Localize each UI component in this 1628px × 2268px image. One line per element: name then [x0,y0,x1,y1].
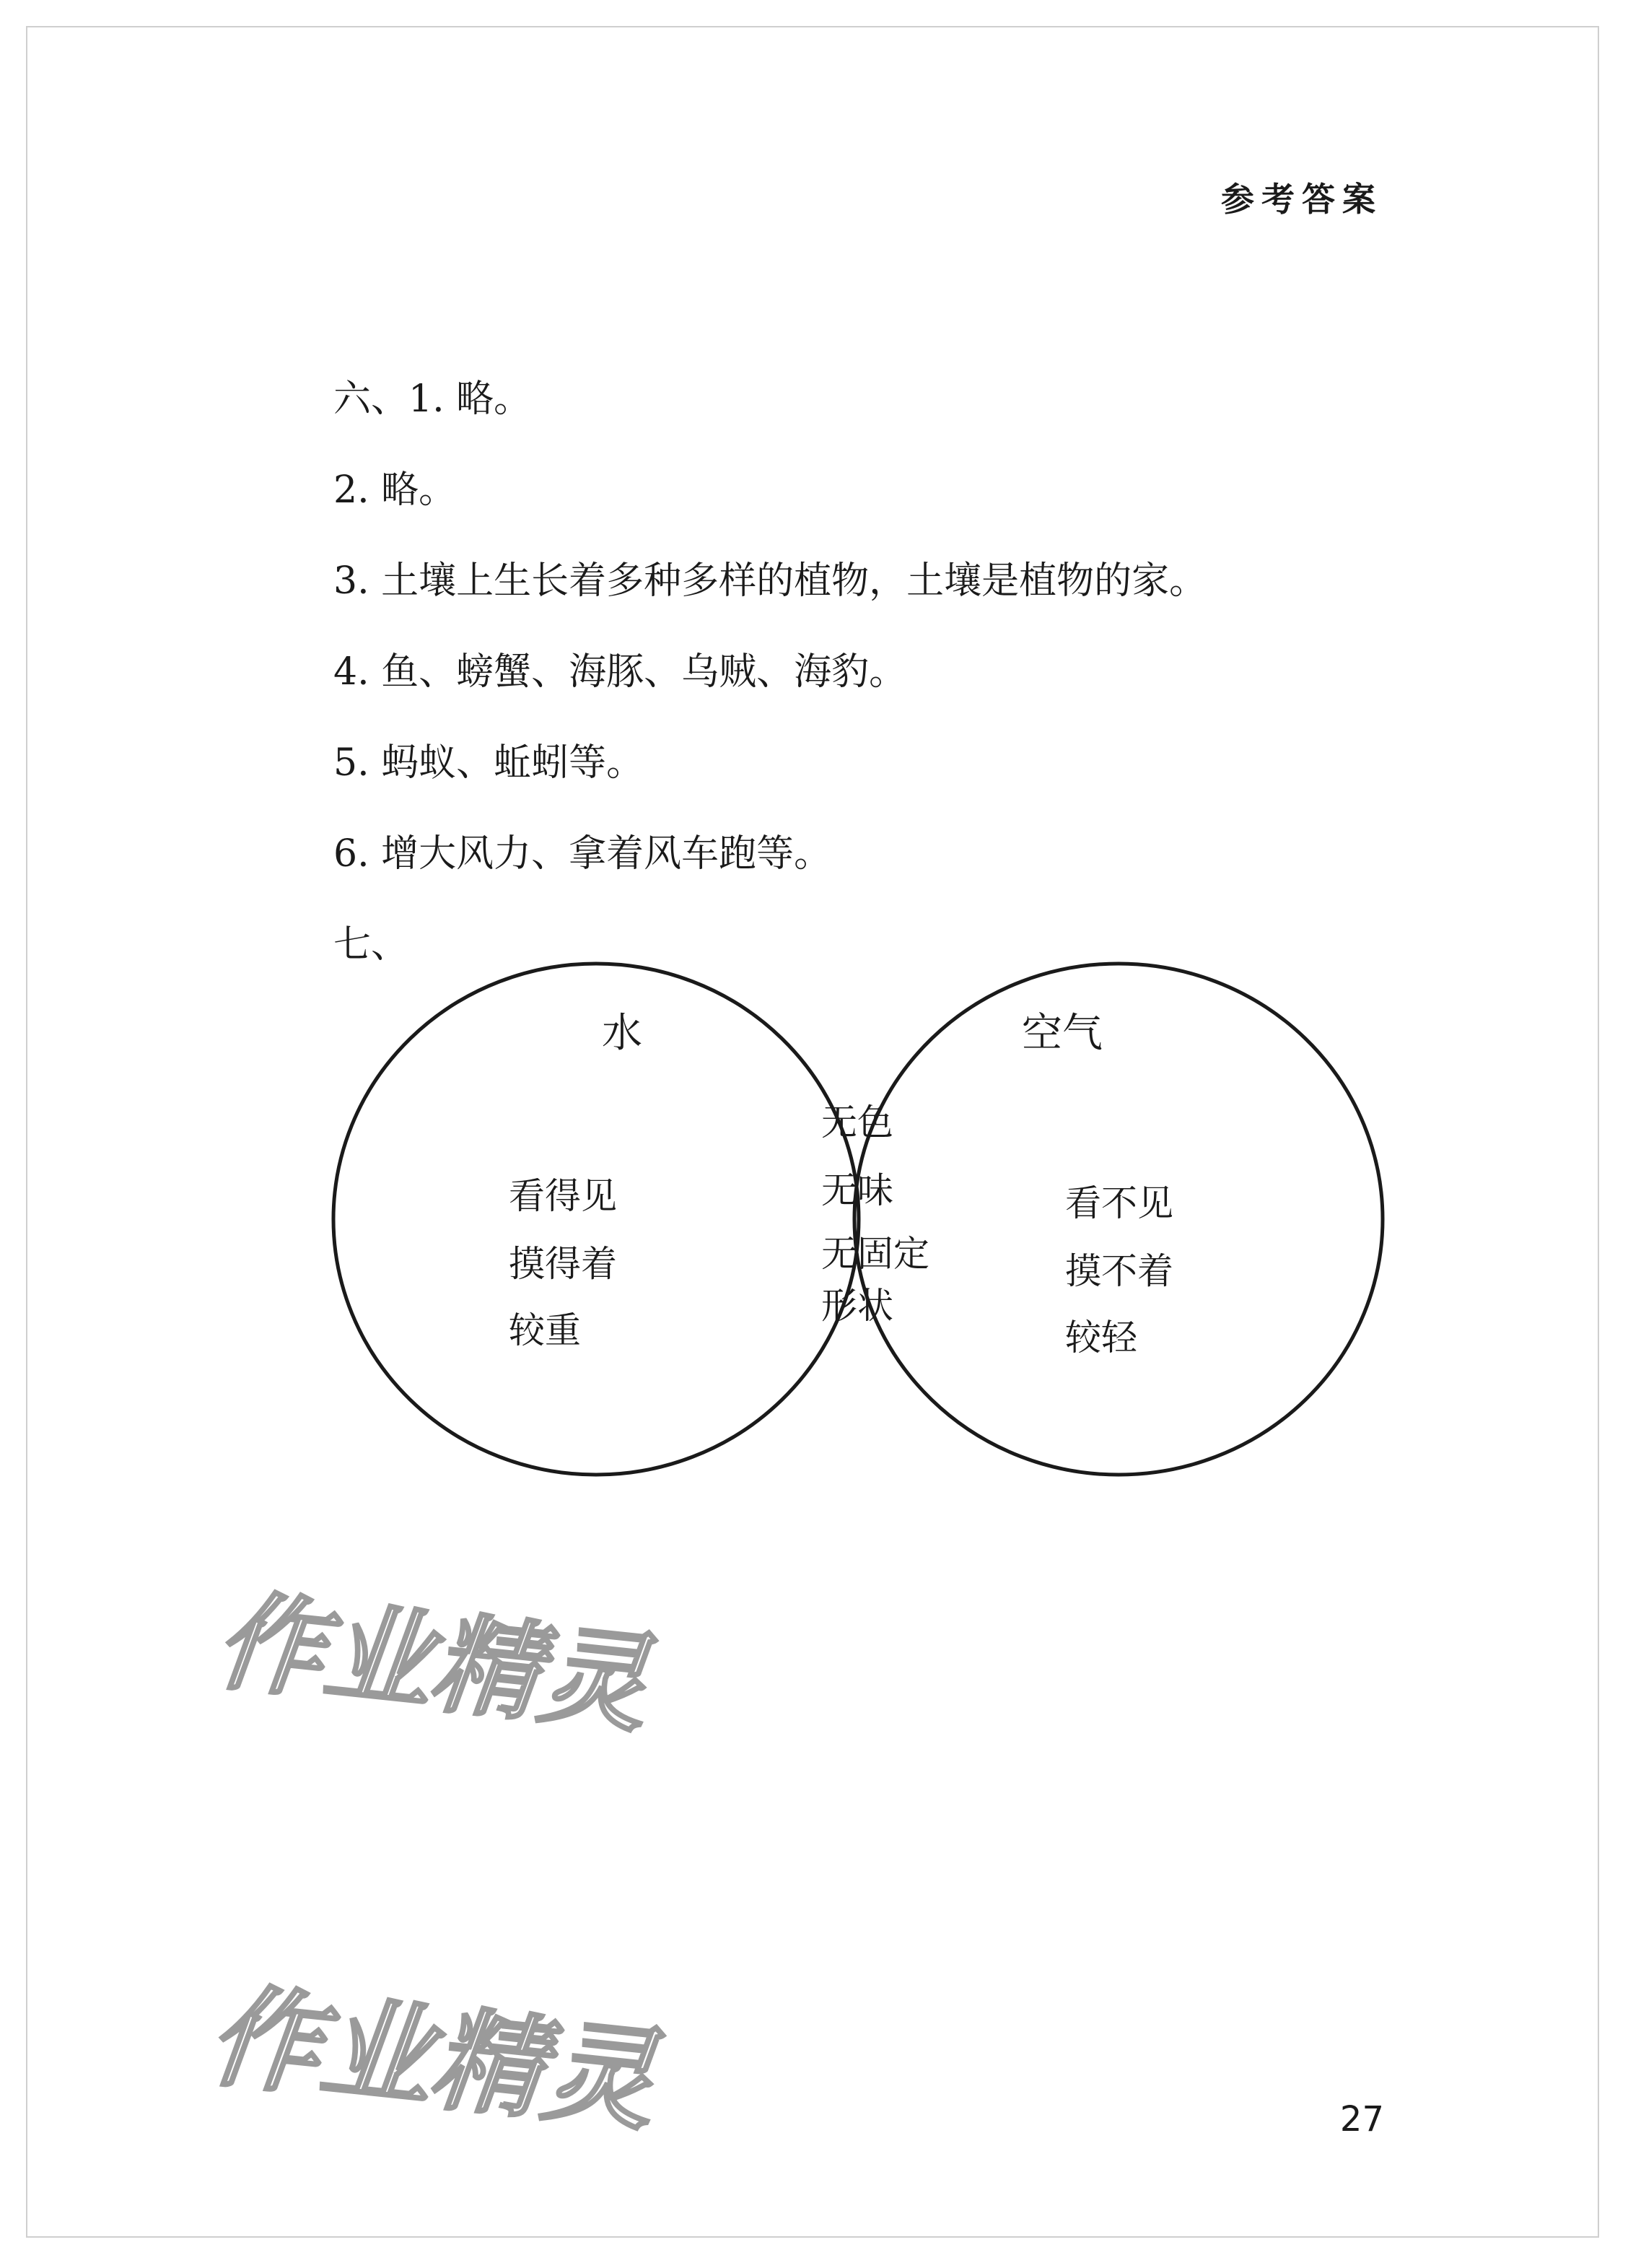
venn-left-title: 水 [602,1010,642,1057]
venn-left-circle [333,964,859,1475]
venn-overlap-item: 无味 [821,1169,893,1211]
answer-6-4: 4. 鱼、螃蟹、海豚、乌贼、海豹。 [333,650,907,694]
venn-right-title: 空气 [1022,1010,1103,1057]
venn-right-item: 摸不着 [1065,1250,1173,1292]
answer-6-3: 3. 土壤上生长着多种多样的植物，土壤是植物的家。 [333,559,1207,603]
answer-6-2: 2. 略。 [333,468,457,512]
watermark-text: 作业精灵 [210,1578,655,1749]
answer-6-6: 6. 增大风力、拿着风车跑等。 [333,832,832,876]
watermark-bottom [202,1963,662,2147]
venn-overlap-item: 无色 [821,1102,893,1143]
watermark-top [209,1574,655,1749]
venn-left-item: 看得见 [509,1175,617,1217]
answer-6-1: 六、1. 略。 [333,378,532,421]
page-header-title: 参考答案 [1221,180,1383,219]
venn-left-item: 摸得着 [509,1243,617,1285]
venn-left-item: 较重 [509,1309,581,1351]
venn-overlap-item: 无固定 [821,1233,929,1275]
venn-right-item: 较轻 [1065,1317,1137,1358]
watermark-text: 作业精灵 [203,1970,662,2147]
venn-right-item: 看不见 [1065,1182,1173,1224]
page-number: 27 [1339,2099,1384,2140]
venn-overlap-item: 形状 [821,1285,893,1327]
answer-7-label: 七、 [333,923,409,967]
answer-6-5: 5. 蚂蚁、蚯蚓等。 [333,741,644,785]
